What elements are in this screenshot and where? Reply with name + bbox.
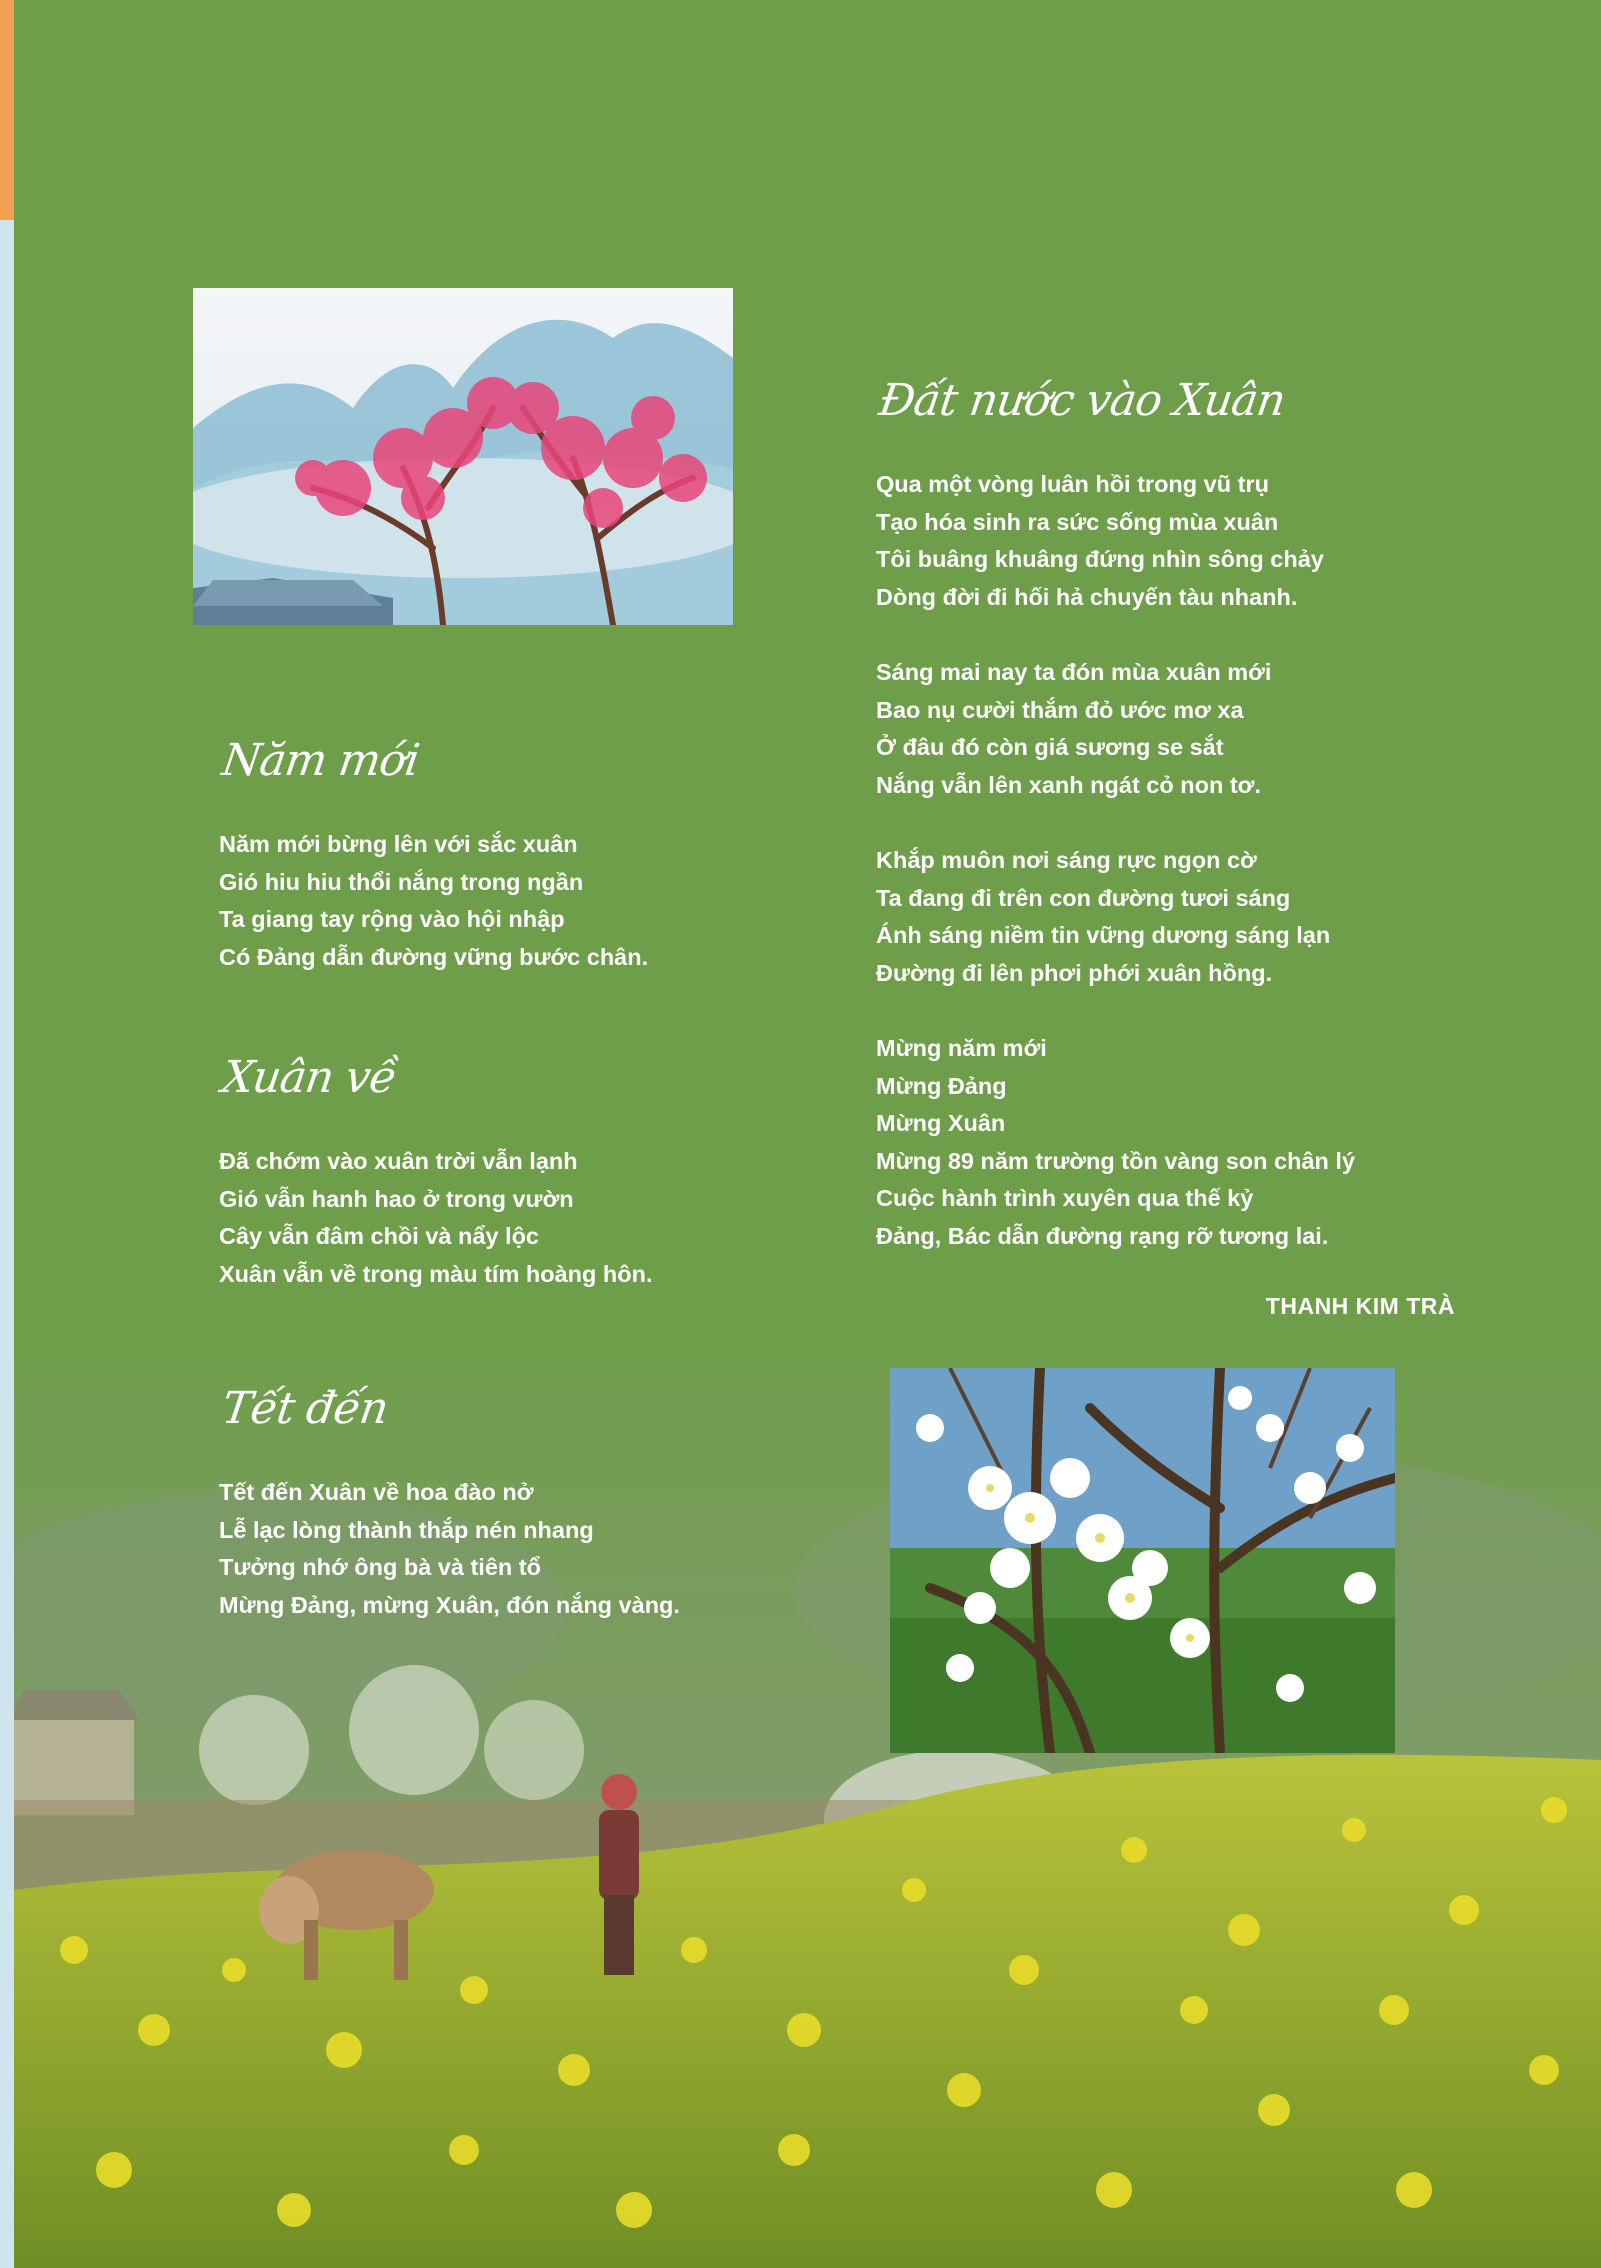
poem-line: Ở đâu đó còn giá sương se sắt bbox=[876, 734, 1224, 760]
poem-title: Xuân về bbox=[219, 1052, 400, 1103]
poem-line: Tôi buâng khuâng đứng nhìn sông chảy bbox=[876, 546, 1324, 572]
page-edge-strip bbox=[0, 0, 14, 2268]
poem-line: Năm mới bừng lên với sắc xuân bbox=[219, 831, 578, 857]
poem-title: Năm mới bbox=[219, 735, 422, 786]
poem-stanza bbox=[876, 466, 1355, 616]
poem-tet-den bbox=[219, 1383, 680, 1662]
poem-line: Ánh sáng niềm tin vững dương sáng lạn bbox=[876, 922, 1331, 948]
poem-line: Đã chớm vào xuân trời vẫn lạnh bbox=[219, 1148, 578, 1174]
poem-line: Mừng Đảng, mừng Xuân, đón nắng vàng. bbox=[219, 1591, 680, 1618]
peach-blossom-photo bbox=[193, 288, 733, 625]
poem-nam-moi bbox=[219, 735, 648, 1014]
poem-stanza bbox=[876, 654, 1355, 804]
poem-line: Sáng mai nay ta đón mùa xuân mới bbox=[876, 659, 1272, 685]
poem-stanza bbox=[876, 842, 1355, 992]
poem-title: Đất nước vào Xuân bbox=[876, 375, 1288, 426]
poem-line: Tưởng nhớ ông bà và tiên tổ bbox=[219, 1554, 541, 1580]
poem-line: Mừng Xuân bbox=[876, 1110, 1006, 1136]
poem-line: Gió hiu hiu thổi nắng trong ngần bbox=[219, 868, 584, 895]
poem-line: Có Đảng dẫn đường vững bước chân. bbox=[219, 943, 649, 970]
poem-line: Ta đang đi trên con đường tươi sáng bbox=[876, 884, 1291, 911]
poem-line: Mừng Đảng bbox=[876, 1072, 1007, 1099]
poem-line: Tết đến Xuân về hoa đào nở bbox=[219, 1479, 534, 1505]
poem-line: Đường đi lên phơi phới xuân hồng. bbox=[876, 959, 1273, 986]
poem-line: Gió vẫn hanh hao ở trong vườn bbox=[219, 1185, 574, 1212]
poem-stanza bbox=[876, 1030, 1355, 1255]
poem-stanza bbox=[219, 826, 648, 976]
poem-line: Dòng đời đi hối hả chuyến tàu nhanh. bbox=[876, 583, 1298, 610]
poem-line: Mừng năm mới bbox=[876, 1035, 1047, 1061]
author-name: THANH KIM TRÀ bbox=[1265, 1293, 1455, 1319]
poem-line: Tạo hóa sinh ra sức sống mùa xuân bbox=[876, 508, 1279, 535]
poem-line: Ta giang tay rộng vào hội nhập bbox=[219, 906, 565, 932]
poem-line: Bao nụ cười thắm đỏ ước mơ xa bbox=[876, 696, 1244, 723]
page-edge-accent bbox=[0, 0, 14, 220]
poem-dat-nuoc-vao-xuan bbox=[876, 375, 1355, 1293]
poem-xuan-ve bbox=[219, 1052, 652, 1331]
poem-line: Xuân vẫn về trong màu tím hoàng hôn. bbox=[219, 1260, 653, 1287]
poem-line: Cây vẫn đâm chồi và nẩy lộc bbox=[219, 1223, 539, 1249]
poem-line: Lễ lạc lòng thành thắp nén nhang bbox=[219, 1516, 594, 1543]
poem-line: Cuộc hành trình xuyên qua thế kỷ bbox=[876, 1185, 1254, 1211]
poem-stanza bbox=[219, 1474, 680, 1624]
poem-title: Tết đến bbox=[219, 1383, 391, 1434]
poem-line: Nắng vẫn lên xanh ngát cỏ non tơ. bbox=[876, 771, 1261, 798]
poem-line: Qua một vòng luân hồi trong vũ trụ bbox=[876, 471, 1269, 497]
poem-line: Đảng, Bác dẫn đường rạng rỡ tương lai. bbox=[876, 1222, 1329, 1249]
plum-blossom-photo bbox=[890, 1368, 1395, 1753]
poem-stanza bbox=[219, 1143, 652, 1293]
poem-line: Khắp muôn nơi sáng rực ngọn cờ bbox=[876, 847, 1257, 873]
poem-line: Mừng 89 năm trường tồn vàng son chân lý bbox=[876, 1147, 1356, 1174]
